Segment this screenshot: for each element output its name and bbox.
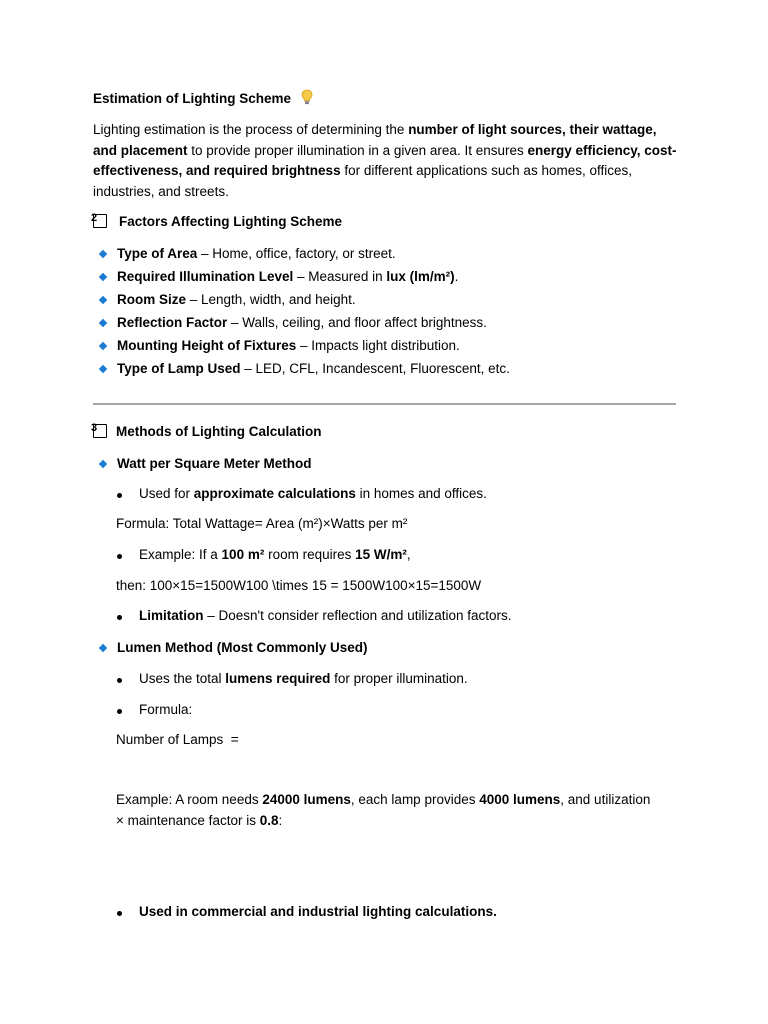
round-bullet-icon	[117, 554, 122, 559]
diamond-bullet-icon	[99, 644, 107, 652]
round-bullet-icon	[117, 709, 122, 714]
list-item: Uses the total lumens required for proper illumination.	[139, 671, 468, 686]
round-bullet-icon	[117, 615, 122, 620]
keycap-number-icon: 2	[93, 214, 107, 228]
diamond-bullet-icon	[99, 296, 107, 304]
list-item: Example: If a 100 m² room requires 15 W/m²,	[139, 547, 411, 562]
document-page: Estimation of Lighting Scheme Lighting estimation is the process of determining the number of light sources, their wattage, and placement to provide proper illumination in a given area. It ensures energy efficiency, cost-effectiveness, and required brightness for different applications such as homes, offices, industries, and streets. 2 Factors Affecting Lighting Scheme Type of Area – Home, office, factory, or street. Required Illumination Level – Measured in lux (lm/m²). Room Size – Length, width, and height. Reflection Factor – Walls, ceiling, and floor affect brightness. Mounting Height of Fixtures – Impacts light distribution. Type of Lamp Used – LED, CFL, Incandescent, Fluorescent, etc. 3 Methods of Lighting Calculation Watt per Square Meter Method Used for approximate calculations in homes and offices. Formula: Total Wattage= Area (m²)×Watts per m² Example: If a 100 m² room requires 15 W/m², then: 100×15=1500W100 \times 15 = 1500W100×15=1500W Limitation – Doesn't consider reflection and utilization factors. Lumen Method (Most Commonly Used) Uses the total lumens required for proper illumination. Formula: Number of Lamps = Example: A room needs 24000 lumens, each lamp provides 4000 lumens, and utilization × maintenance factor is 0.8: Used in commercial and industrial lighting calculations.	[0, 0, 768, 1024]
lumen-example-line-1: Example: A room needs 24000 lumens, each lamp provides 4000 lumens, and utilization	[116, 792, 651, 807]
list-item: Limitation – Doesn't consider reflection and utilization factors.	[139, 608, 512, 623]
lumen-method-heading: Lumen Method (Most Commonly Used)	[117, 640, 368, 655]
round-bullet-icon	[117, 911, 122, 916]
lumen-example-line-2: × maintenance factor is 0.8:	[116, 813, 283, 828]
diamond-bullet-icon	[99, 460, 107, 468]
keycap-number-icon: 3	[93, 424, 107, 438]
number-of-lamps-formula: Number of Lamps =	[116, 732, 239, 747]
watt-formula: Formula: Total Wattage= Area (m²)×Watts per m²	[116, 516, 408, 531]
round-bullet-icon	[117, 678, 122, 683]
list-item: Used in commercial and industrial lighting calculations.	[139, 904, 497, 919]
list-item: Used for approximate calculations in homes and offices.	[139, 486, 487, 501]
title-text: Estimation of Lighting Scheme	[93, 91, 292, 106]
round-bullet-icon	[117, 493, 122, 498]
diamond-bullet-icon	[99, 365, 107, 373]
diamond-bullet-icon	[99, 342, 107, 350]
methods-heading: 3 Methods of Lighting Calculation	[91, 422, 322, 439]
horizontal-divider	[93, 403, 676, 405]
watt-calculation: then: 100×15=1500W100 \times 15 = 1500W100×15=1500W	[116, 578, 482, 593]
factors-heading: 2 Factors Affecting Lighting Scheme	[91, 212, 343, 229]
diamond-bullet-icon	[99, 250, 107, 258]
diamond-bullet-icon	[99, 319, 107, 327]
document-title	[93, 89, 313, 108]
watt-method-heading: Watt per Square Meter Method	[117, 456, 312, 471]
intro-paragraph: Lighting estimation is the process of determining the number of light sources, their wattage, and placement to provide proper illumination in a given area. It ensures energy efficiency, cost-effectiveness, and required brightness for different applications such as homes, offices, industries, and streets.	[93, 122, 677, 199]
list-item: Formula:	[139, 702, 193, 717]
diamond-bullet-icon	[99, 273, 107, 281]
light-bulb-icon	[301, 89, 313, 108]
